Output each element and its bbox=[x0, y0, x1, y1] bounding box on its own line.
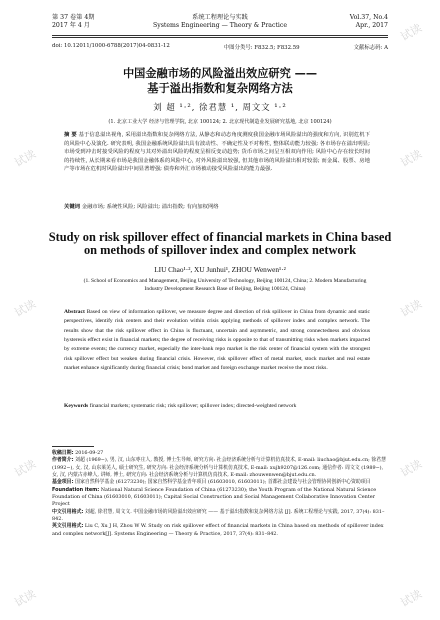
keywords-cn-text: 金融市场; 系统性风险; 风险溢出; 溢出指数; 有向加权网络 bbox=[81, 204, 219, 210]
title-en bbox=[44, 231, 396, 257]
document-code: 文献标志码: A bbox=[353, 45, 388, 51]
keywords-cn bbox=[64, 202, 370, 210]
running-header bbox=[52, 14, 388, 30]
citation-cn bbox=[52, 509, 388, 524]
watermark: 试读 bbox=[12, 297, 39, 320]
abstract-en-label: Abstract bbox=[64, 309, 85, 315]
journal-name-en: Systems Engineering — Theory & Practice bbox=[152, 22, 288, 29]
volume-en: Vol.37, No.4 bbox=[349, 14, 388, 21]
date-cn: 2017 年 4 月 bbox=[52, 22, 90, 29]
title-cn-line-1: 中国金融市场的风险溢出效应研究 —— bbox=[122, 67, 318, 80]
watermark: 试读 bbox=[398, 457, 425, 480]
journal-name-cn: 系统工程理论与实践 bbox=[192, 14, 248, 21]
fund-label: 基金项目: bbox=[52, 479, 74, 486]
abstract-cn-label: 摘 要 bbox=[64, 132, 77, 138]
title-cn bbox=[40, 66, 400, 96]
bio-label: 作者简介: bbox=[52, 457, 74, 464]
watermark: 试读 bbox=[12, 587, 39, 610]
title-en-line-1: Study on risk spillover effect of financial markets in China based bbox=[48, 230, 392, 244]
clc-code: 中图分类号: F832.5; F832.59 bbox=[223, 45, 300, 51]
fund-en bbox=[52, 487, 388, 509]
authors-cn: 刘 超 ¹·², 徐君慧 ¹, 周文文 ¹·² bbox=[153, 102, 287, 112]
abstract-cn-text: 基于信息溢出视角, 采用溢出指数和复杂网络方法, 从静态和动态角度测度我国金融市场风险溢出的强度和方向, 识别危机下的风险中心及演化. 研究表明, 我国金融系统风险溢出具有波动性、不确定性及不对称性, 整体联动能力较强; 各市场存在溢出明显; 市场受到冲击时接受风险的程度与其对外溢出风险的程度呈相反变动趋势; 货币市场之间呈互相双向作用; 风险中心存在较长时间的持续性, 从长期来看市场是我国金融体系的风险中心, 对外风险溢出较强, 但其他市场的风险溢出相对较弱; 而金属、股票、房地产等市场在危机时风险溢出中间显著增强; 债券和外汇市场被动接受风险溢出的能力最强. bbox=[64, 132, 370, 173]
citation-cn-label: 中文引用格式: bbox=[52, 508, 84, 515]
citation-en-label: 英文引用格式: bbox=[52, 523, 84, 530]
fund-en-text: National Natural Science Foundation of China (61273230); the Youth Program of the National Natural Science Foundation of China (61603010, 61603011); Capital Social Construction and Social Management Collaborative Innovation Center Project bbox=[52, 486, 377, 508]
citation-cn-text: 刘超, 徐君慧, 周文文. 中国金融市场的风险溢出效应研究 —— 基于溢出指数和复杂网络方法 [J]. 系统工程理论与实践, 2017, 37(4): 831–842. bbox=[52, 508, 385, 523]
watermark: 试读 bbox=[398, 147, 425, 170]
watermark: 试读 bbox=[398, 297, 425, 320]
affiliation-en-line-1: (1. School of Economics and Management, Beijing University of Technology, Beijing 100124, China; 2. Modern Manufacturing bbox=[83, 278, 367, 284]
header-rule-thin bbox=[52, 37, 388, 38]
footnotes bbox=[52, 450, 388, 538]
title-en-line-2: on methods of spillover index and complex network bbox=[83, 243, 357, 257]
affiliation-cn: (1. 北京工业大学 经济与管理学院, 北京 100124; 2. 北京现代制造业发展研究基地, 北京 100124) bbox=[108, 119, 332, 125]
received-label: 收稿日期: bbox=[52, 450, 74, 456]
abstract-en-text: Based on view of information spillover, we measure degree and direction of risk spillover in China from dynamic and static perspectives, identify risk centers and their evolution within crisis applying methods of spillover index and complex network. The results show that the risk spillover effect in China is fluctuant, uncertain and asymmetric, and strong connectedness and obvious hysteresis effect exist in financial markets; the degree of receiving risks is opposite to that of transmitting risks when markets impacted by extreme events; the currency market, especially the inter-bank repo market is the risk center of financial system with the strongest risk spillover effect but weaken during financial crisis. However, risk spillover effect of metal market, stock market and real estate market enhance significantly during financial crisis; bond market and foreign exchange market receive the most risks. bbox=[64, 309, 370, 372]
citation-en-text: Liu C, Xu J H, Zhou W W. Study on risk spillover effect of financial markets in China based on methods of spillover index and complex network[J]. Systems Engineering — Theory & Practice, 2017, 37(4): 831–842. bbox=[52, 523, 384, 537]
fund-text: 国家自然科学基金 (61273230); 国家自然科学基金青年项目 (61603010, 61603011); 首都社会建设与社会管理协同创新中心资助项目 bbox=[75, 479, 371, 486]
author-bio bbox=[52, 457, 388, 479]
citation-en bbox=[52, 523, 388, 538]
affiliation-en-line-2: Industry Development Research Base of Beijing, Beijing 100124, China) bbox=[144, 285, 306, 292]
keywords-en bbox=[64, 403, 370, 409]
title-cn-line-2: 基于溢出指数和复杂网络方法 bbox=[147, 82, 293, 95]
watermark: 试读 bbox=[12, 147, 39, 170]
watermark: 试读 bbox=[398, 587, 425, 610]
doi-line bbox=[52, 43, 388, 51]
watermark: 试读 bbox=[12, 457, 39, 480]
received-value: 2016-09-27 bbox=[75, 450, 104, 456]
volume-cn: 第 37 卷第 4期 bbox=[52, 14, 95, 21]
bio-text: 刘超 (1969−), 男, 汉, 山东枣庄人, 教授, 博士生导师, 研究方向: 社会经济系统分析与计算机仿真技术, E-mail: liuchao@bjut.edu.cn; 徐君慧 (1992−), 女, 汉, 山东莱芜人, 硕士研究生, 研究方向: 社会经济系统分析与计算机仿真技术, E-mail: xujh9207@126.com; 通信作者: 周文文 (1989−), 女, 汉, 内蒙古赤峰人, 讲师, 博士, 研究方向: 社会经济系统分析与计算机仿真技术, E-mail: zhouwenwen@bjut.edu.cn. bbox=[52, 457, 386, 479]
watermark: 试读 bbox=[398, 21, 425, 44]
affiliation-en bbox=[80, 278, 370, 293]
keywords-en-text: financial markets; systematic risk; risk spillover; spillover index; directed-weighted network bbox=[89, 403, 297, 409]
date-en: Apr., 2017 bbox=[355, 22, 388, 29]
keywords-cn-label: 关键词 bbox=[64, 204, 81, 210]
keywords-en-label: Keywords bbox=[64, 403, 89, 409]
footnote-rule bbox=[52, 446, 94, 447]
fund-cn bbox=[52, 479, 388, 486]
fund-en-label: Foundation item: bbox=[52, 486, 100, 493]
header-rule bbox=[52, 35, 388, 36]
authors-en: LIU Chao¹·², XU Junhui¹, ZHOU Wenwen¹·² bbox=[154, 265, 286, 274]
doi: doi: 10.12011/1000-6788(2017)04-0831-12 bbox=[52, 43, 170, 49]
abstract-en bbox=[64, 308, 370, 373]
abstract-cn bbox=[64, 131, 370, 174]
